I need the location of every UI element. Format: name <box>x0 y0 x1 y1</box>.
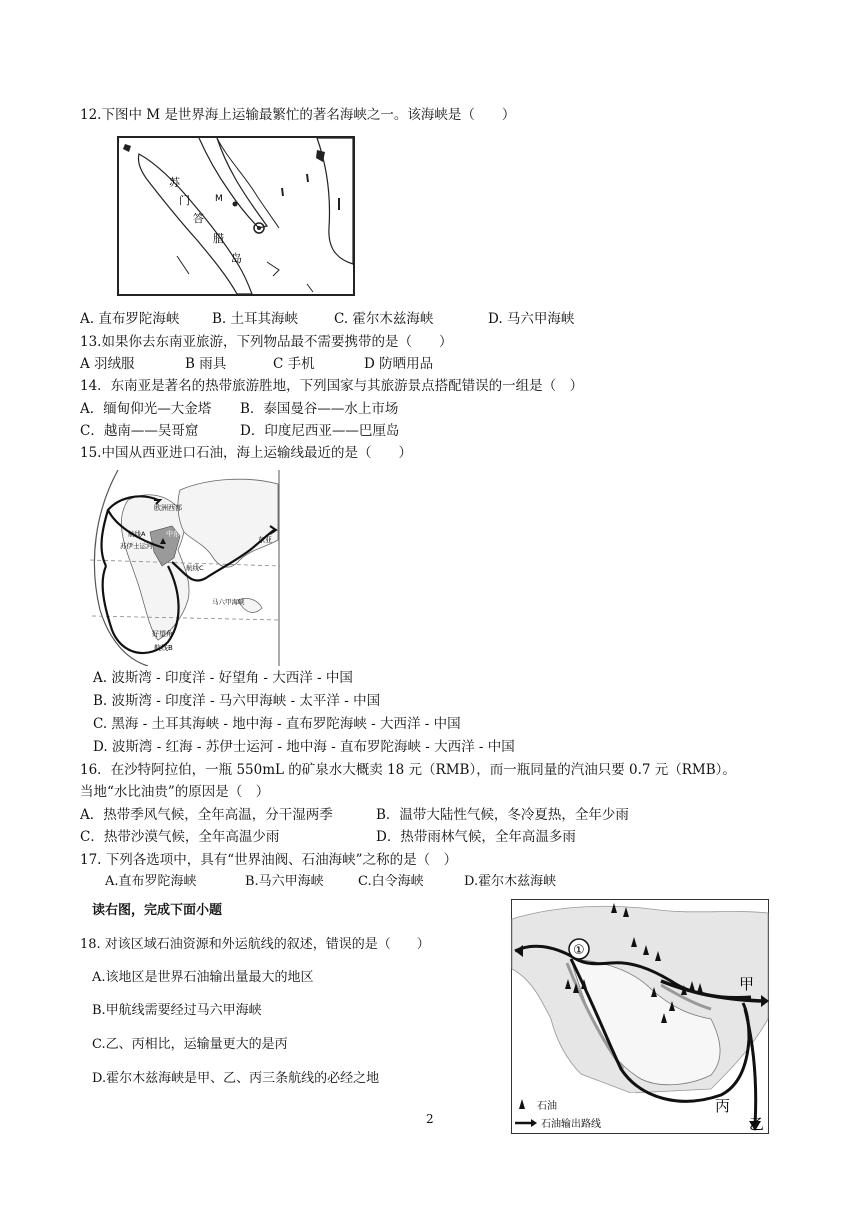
q13-option-a: A 羽绒服 <box>80 356 135 372</box>
map-label: 东亚 <box>258 536 272 544</box>
route-label: 丙 <box>715 1097 731 1115</box>
q14-option-d: D．印度尼西亚——巴厘岛 <box>240 423 400 439</box>
island-char: 答 <box>193 212 204 225</box>
q14-option-a: A．缅甸仰光—大金塔 <box>80 401 212 417</box>
q16-option-c: C．热带沙漠气候，全年高温少雨 <box>80 829 280 845</box>
q18-option-d: D.霍尔木兹海峡是甲、乙、丙三条航线的必经之地 <box>92 1071 380 1086</box>
q15-option-c: C. 黑海 - 土耳其海峡 - 地中海 - 直布罗陀海峡 - 大西洋 - 中国 <box>93 716 461 732</box>
q15-map <box>88 470 282 666</box>
q16-stem-line1: 16．在沙特阿拉伯，一瓶 550mL 的矿泉水大概卖 18 元（RMB），而一瓶同量的汽油只要 0.7 元（RMB）。 <box>80 762 736 778</box>
map-marker: ① <box>573 943 585 958</box>
q17-option-c: C.白令海峡 <box>358 874 424 889</box>
q17-stem: 17. 下列各选项中，具有“世界油阀、石油海峡”之称的是（ ） <box>80 852 458 868</box>
q17-option-b: B.马六甲海峡 <box>245 874 324 889</box>
q12-option-a: A. 直布罗陀海峡 <box>80 311 180 327</box>
map-label: 苏伊士运河 <box>120 542 153 550</box>
route-label: 乙 <box>749 1115 765 1133</box>
map-label: 航线B <box>154 644 173 652</box>
map-label: 航线A <box>128 530 146 538</box>
read-instruction: 读右图，完成下面小题 <box>92 903 223 918</box>
q18-option-b: B.甲航线需要经过马六甲海峡 <box>92 1003 262 1018</box>
q15-stem: 15.中国从西亚进口石油，海上运输线最近的是（ ） <box>80 445 412 461</box>
page-number: 2 <box>426 1112 434 1126</box>
q13-option-d: D 防晒用品 <box>364 356 434 372</box>
q18-stem: 18. 对该区域石油资源和外运航线的叙述，错误的是（ ） <box>80 937 430 952</box>
q12-map <box>117 136 355 296</box>
q12-option-d: D. 马六甲海峡 <box>488 311 575 327</box>
legend-oil: 石油 <box>537 1101 557 1112</box>
q18-map <box>511 899 769 1134</box>
strait-label: M <box>215 194 223 204</box>
island-char: 岛 <box>231 252 242 265</box>
q13-option-c: C 手机 <box>273 356 315 372</box>
legend-route: 石油输出路线 <box>541 1119 601 1130</box>
q18-option-c: C.乙、丙相比，运输量更大的是丙 <box>92 1037 288 1052</box>
map-label: 中东 <box>166 530 180 538</box>
route-label: 甲 <box>739 975 755 993</box>
q18-option-a: A.该地区是世界石油输出量最大的地区 <box>92 970 314 985</box>
map-label: 马六甲海峡 <box>212 598 245 606</box>
map-label: 航线C <box>186 564 204 572</box>
q16-option-a: A．热带季风气候，全年高温，分干湿两季 <box>80 807 333 823</box>
q16-option-d: D．热带雨林气候，全年高温多雨 <box>376 829 576 845</box>
q12-option-c: C. 霍尔木兹海峡 <box>334 311 434 327</box>
q17-option-d: D.霍尔木兹海峡 <box>464 874 557 889</box>
q15-option-b: B. 波斯湾 - 印度洋 - 马六甲海峡 - 太平洋 - 中国 <box>93 693 381 709</box>
q14-stem: 14．东南亚是著名的热带旅游胜地，下列国家与其旅游景点搭配错误的一组是（ ） <box>80 378 584 394</box>
map-label: 好望角 <box>152 630 173 638</box>
q15-option-d: D. 波斯湾 - 红海 - 苏伊士运河 - 地中海 - 直布罗陀海峡 - 大西洋 - 中国 <box>93 739 515 755</box>
q13-option-b: B 雨具 <box>185 356 227 372</box>
q14-option-b: B．泰国曼谷——水上市场 <box>240 401 399 417</box>
q12-option-b: B. 土耳其海峡 <box>212 311 299 327</box>
island-char: 腊 <box>213 232 224 245</box>
island-char: 苏 <box>169 176 180 189</box>
q14-option-c: C．越南——吴哥窟 <box>80 423 199 439</box>
q16-stem-line2: 当地“水比油贵”的原因是（ ） <box>80 784 270 800</box>
q15-option-a: A. 波斯湾 - 印度洋 - 好望角 - 大西洋 - 中国 <box>93 670 353 686</box>
q17-option-a: A.直布罗陀海峡 <box>105 874 197 889</box>
q12-stem: 12.下图中 M 是世界海上运输最繁忙的著名海峡之一。该海峡是（ ） <box>80 107 516 123</box>
map-label: 欧洲西部 <box>154 504 182 512</box>
island-char: 门 <box>179 194 190 207</box>
q16-option-b: B．温带大陆性气候，冬冷夏热，全年少雨 <box>376 807 629 823</box>
q13-stem: 13.如果你去东南亚旅游，下列物品最不需要携带的是（ ） <box>80 334 453 350</box>
